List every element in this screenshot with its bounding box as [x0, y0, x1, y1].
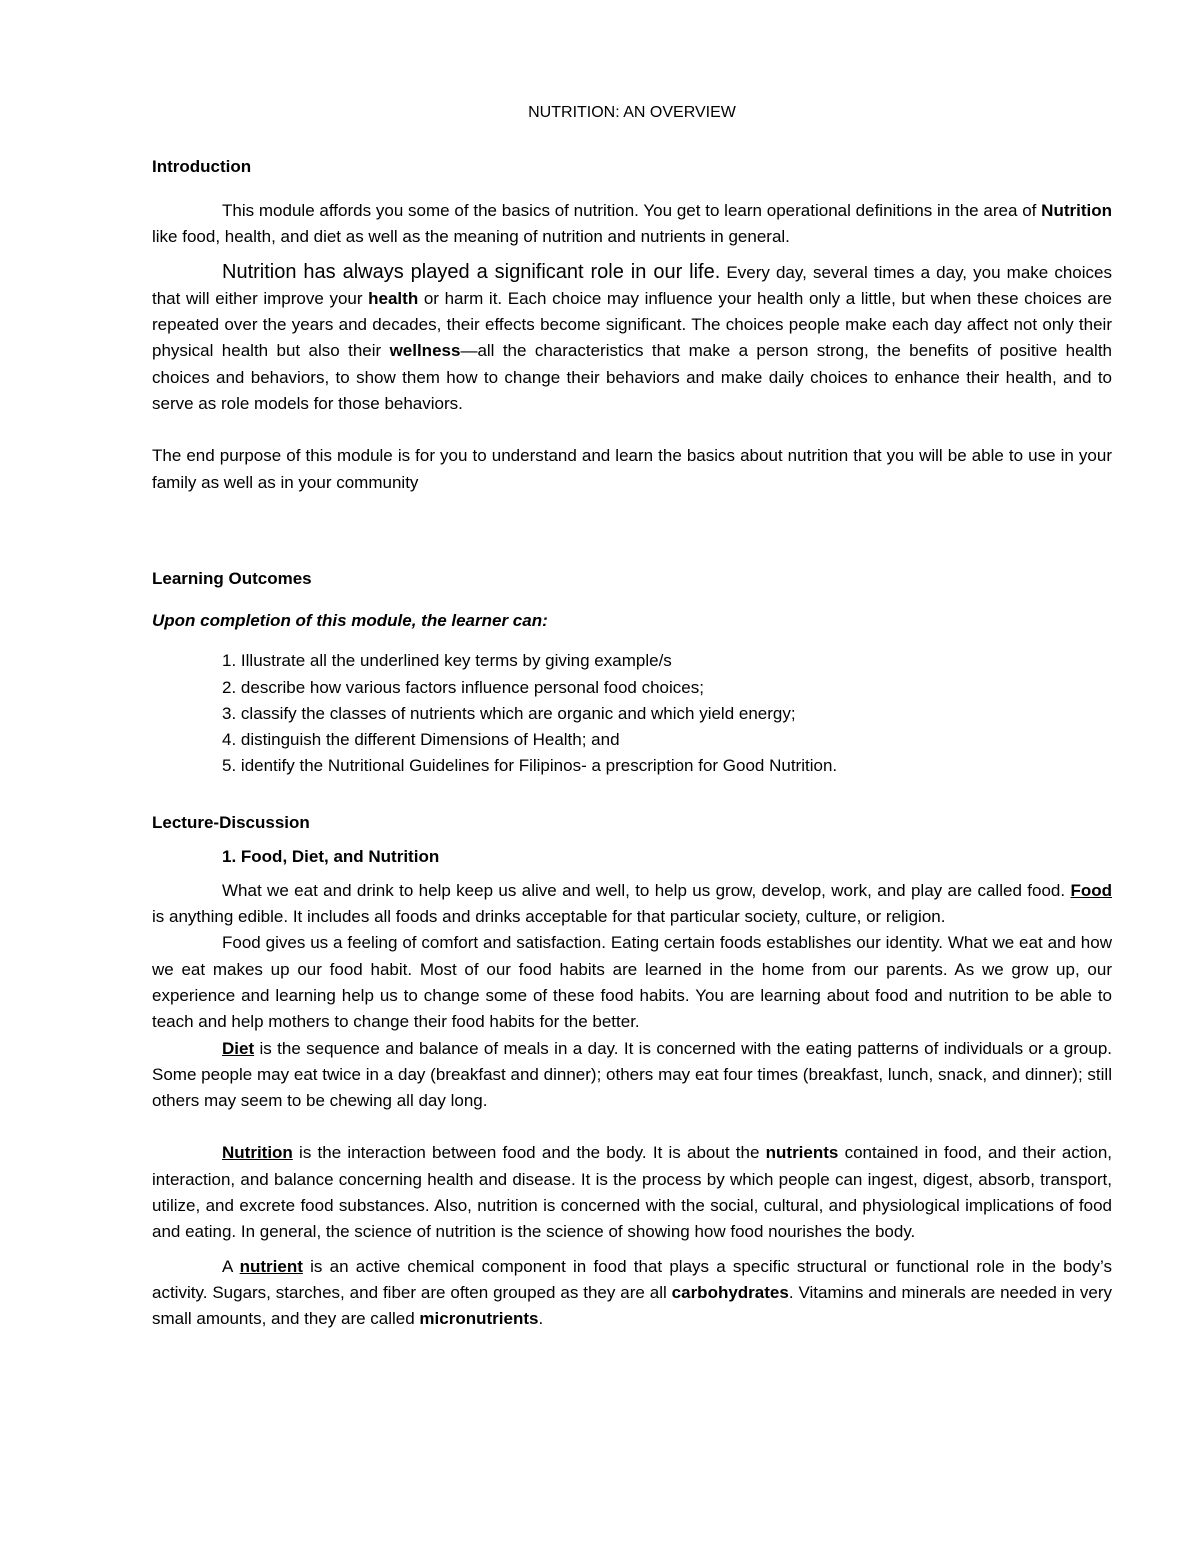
term-nutrient: nutrient [239, 1256, 303, 1276]
food-paragraph-2: Food gives us a feeling of comfort and satisfaction. Eating certain foods establishes our identity. What we eat and how we eat makes up our food habit. Most of our food habits are learned in the home from our parents. As we grow up, our experience and learning help us to change some of these food habits. You are learning about food and nutrition to be able to teach and help mothers to change their food habits for the better. [152, 933, 1112, 1032]
food-paragraph-1: What we eat and drink to help keep us alive and well, to help us grow, develop, work, and play are called food. Food is anything edible. It includes all foods and drinks acceptable for that particular society, culture, or religion. [152, 880, 1112, 927]
intro-paragraph-1: This module affords you some of the basics of nutrition. You get to learn operational definitions in the area of Nutrition like food, health, and diet as well as the meaning of nutrition and nutrients in general. [152, 201, 1112, 247]
term-diet: Diet [222, 1038, 255, 1058]
term-food: Food [1070, 880, 1112, 900]
list-item: 4. distinguish the different Dimensions of Health; and [222, 730, 620, 750]
subheading-food-diet-nutrition: 1. Food, Diet, and Nutrition [222, 846, 440, 866]
term-nutrition: Nutrition [222, 1143, 293, 1163]
document-body [152, 100, 1112, 1333]
list-item: 1. Illustrate all the underlined key terms by giving example/s [222, 651, 672, 671]
nutrition-lead: Nutrition has always played a significant role in our life. [222, 260, 721, 283]
nutrient-paragraph: A nutrient is an active chemical component in food that plays a specific structural or functional role in the body’s activity. Sugars, starches, and fiber are often grouped as they are all carbohydrates. Vitamins and minerals are needed in very small amounts, and they are called micronutrients. [152, 1256, 1112, 1329]
list-item: 2. describe how various factors influence personal food choices; [222, 677, 704, 697]
intro-paragraph-3: The end purpose of this module is for you to understand and learn the basics about nutrition that you will be able to use in your family as well as in your community [152, 446, 1112, 492]
intro-heading: Introduction [152, 157, 252, 176]
intro-paragraph-2: Nutrition has always played a significant role in our life. Every day, several times a day, you make choices that will either improve your health or harm it. Each choice may influence your health only a little, but when these choices are repeated over the years and decades, their effects become significant. The choices people make each day affect not only their physical health but also their wellness—all the characteristics that make a person strong, the benefits of positive health choices and behaviors, to show them how to change their behaviors and make daily choices to enhance their health, and to serve as role models for those behaviors. [152, 260, 1112, 414]
list-item: 5. identify the Nutritional Guidelines for Filipinos- a prescription for Good Nutrition. [222, 756, 838, 776]
page-title: NUTRITION: AN OVERVIEW [528, 104, 736, 121]
list-item: 3. classify the classes of nutrients which are organic and which yield energy; [222, 703, 796, 723]
outcomes-list [152, 648, 1112, 779]
nutrition-paragraph: Nutrition is the interaction between food and the body. It is about the nutrients contained in food, and their action, interaction, and balance concerning health and disease. It is the process by which people can ingest, digest, absorb, transport, utilize, and excrete food substances. Also, nutrition is concerned with the social, cultural, and physiological implications of food and eating. In general, the science of nutrition is the science of showing how food nourishes the body. [152, 1143, 1112, 1242]
outcomes-lead: Upon completion of this module, the learner can: [152, 610, 548, 630]
outcomes-heading: Learning Outcomes [152, 568, 312, 588]
diet-paragraph: Diet is the sequence and balance of meals in a day. It is concerned with the eating patterns of individuals or a group. Some people may eat twice in a day (breakfast and dinner); others may eat four times (breakfast, lunch, snack, and dinner); still others may seem to be chewing all day long. [152, 1038, 1112, 1111]
lecture-heading: Lecture-Discussion [152, 812, 310, 832]
